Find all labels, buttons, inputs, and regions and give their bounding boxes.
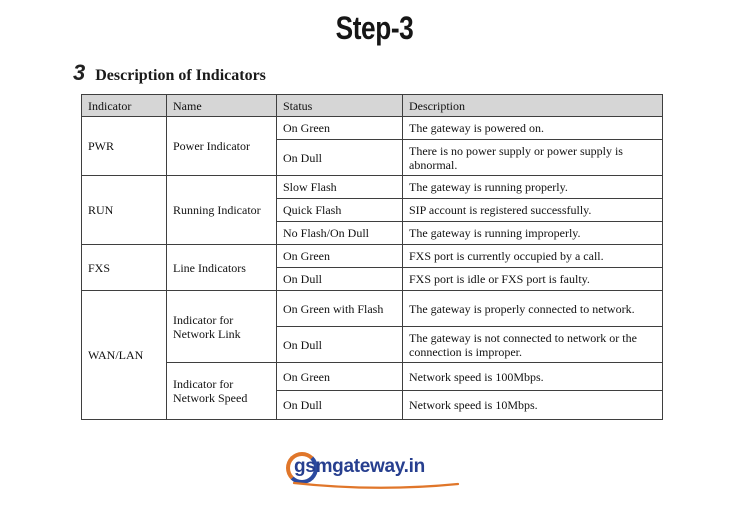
indicator-table <box>81 94 663 420</box>
description-cell: The gateway is powered on. <box>403 117 663 140</box>
status-cell: On Dull <box>277 268 403 291</box>
logo-swoosh-icon <box>292 480 460 490</box>
description-cell: The gateway is properly connected to network. <box>403 291 663 327</box>
table-row <box>82 291 663 327</box>
header-name: Name <box>167 95 277 117</box>
indicator-cell: WAN/LAN <box>82 291 167 420</box>
status-cell: On Dull <box>277 391 403 420</box>
table-row <box>82 117 663 140</box>
description-cell: The gateway is running improperly. <box>403 222 663 245</box>
name-cell: Indicator for Network Speed <box>167 363 277 420</box>
gsmgateway-logo <box>286 450 466 494</box>
status-cell: Quick Flash <box>277 199 403 222</box>
description-cell: SIP account is registered successfully. <box>403 199 663 222</box>
step-title: Step-3 <box>335 10 414 46</box>
status-cell: On Dull <box>277 327 403 363</box>
section-title: Description of Indicators <box>95 67 266 84</box>
section-number: 3 <box>73 60 86 85</box>
name-cell: Indicator for Network Link <box>167 291 277 363</box>
status-cell: Slow Flash <box>277 176 403 199</box>
name-cell: Line Indicators <box>167 245 277 291</box>
header-indicator: Indicator <box>82 95 167 117</box>
description-cell: The gateway is running properly. <box>403 176 663 199</box>
section-heading <box>73 60 266 86</box>
header-status: Status <box>277 95 403 117</box>
description-cell: FXS port is currently occupied by a call. <box>403 245 663 268</box>
description-cell: FXS port is idle or FXS port is faulty. <box>403 268 663 291</box>
table-row <box>82 245 663 268</box>
table-row <box>82 363 663 391</box>
header-description: Description <box>403 95 663 117</box>
name-cell: Power Indicator <box>167 117 277 176</box>
status-cell: On Dull <box>277 140 403 176</box>
table-header-row <box>82 95 663 117</box>
status-cell: On Green <box>277 363 403 391</box>
status-cell: On Green with Flash <box>277 291 403 327</box>
indicator-cell: PWR <box>82 117 167 176</box>
indicator-cell: FXS <box>82 245 167 291</box>
description-cell: The gateway is not connected to network or the connection is improper. <box>403 327 663 363</box>
status-cell: On Green <box>277 245 403 268</box>
description-cell: Network speed is 100Mbps. <box>403 363 663 391</box>
table-row <box>82 176 663 199</box>
status-cell: On Green <box>277 117 403 140</box>
logo-text: gsmgateway.in <box>294 456 425 477</box>
indicator-cell: RUN <box>82 176 167 245</box>
description-cell: Network speed is 10Mbps. <box>403 391 663 420</box>
name-cell: Running Indicator <box>167 176 277 245</box>
description-cell: There is no power supply or power supply is abnormal. <box>403 140 663 176</box>
status-cell: No Flash/On Dull <box>277 222 403 245</box>
